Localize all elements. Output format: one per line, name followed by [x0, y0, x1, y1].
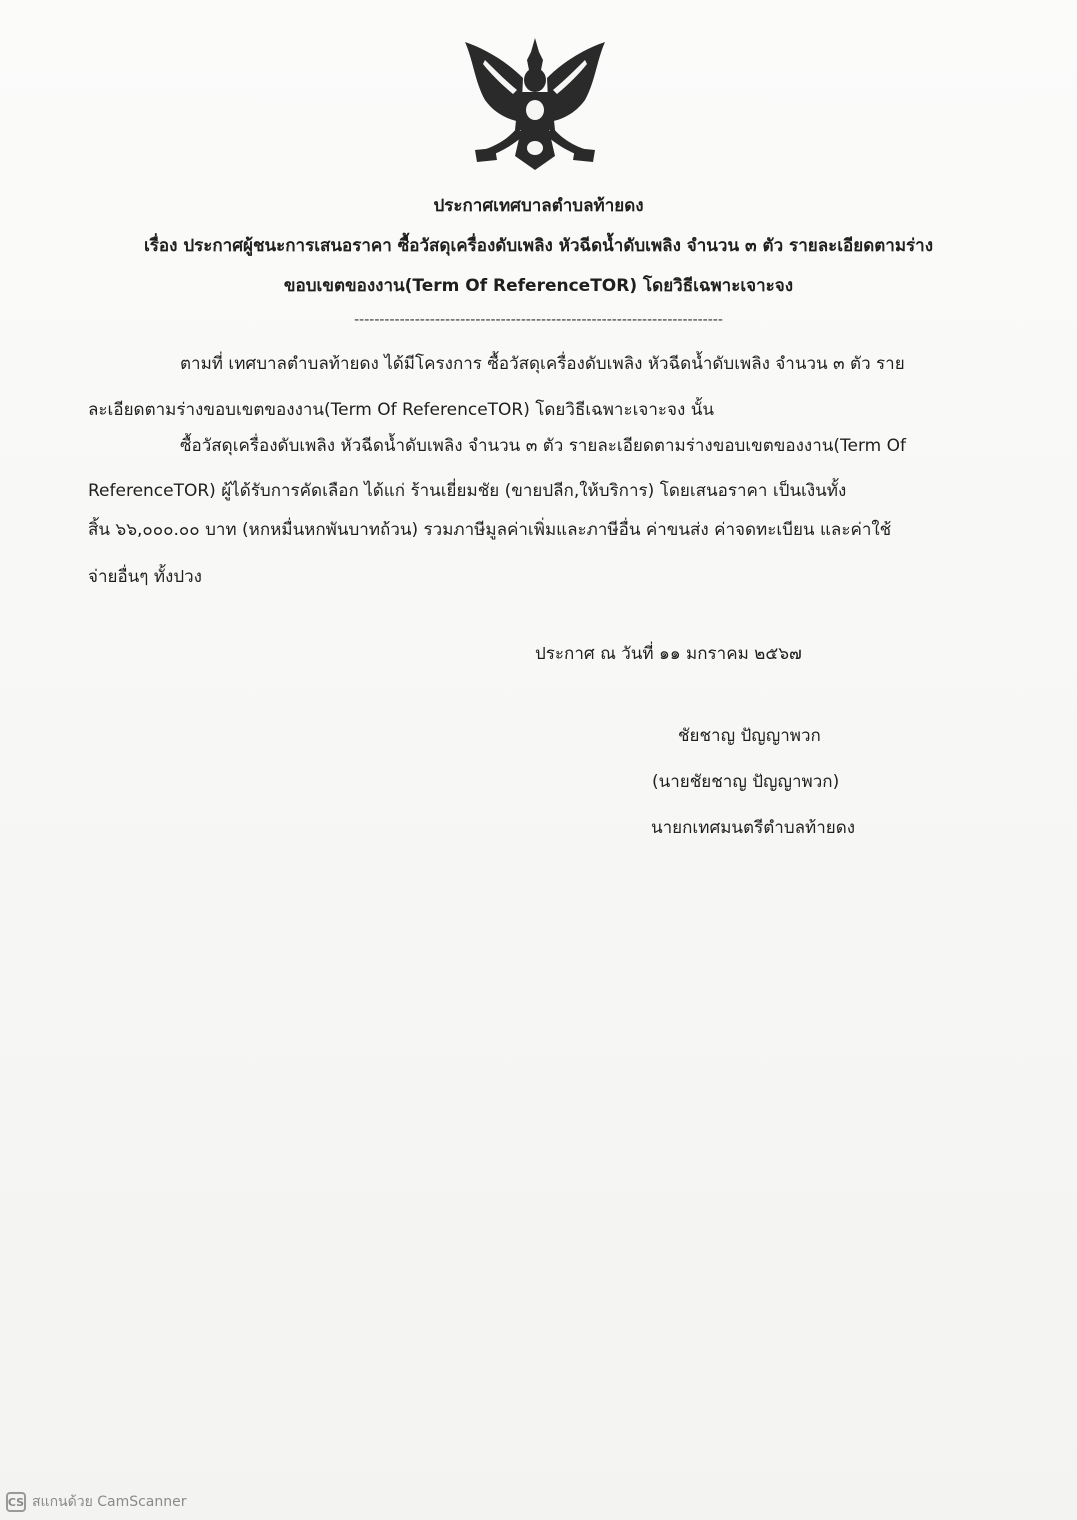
- camscanner-logo-icon: CS: [6, 1492, 26, 1512]
- document-title: ประกาศเทศบาลตำบลท้ายดง: [433, 196, 644, 216]
- signature-position: นายกเทศมนตรีตำบลท้ายดง: [651, 818, 856, 838]
- signature-name: ชัยชาญ ปัญญาพวก: [678, 726, 821, 746]
- signature-full-name: (นายชัยชาญ ปัญญาพวก): [652, 772, 840, 792]
- subject-line-2: ขอบเขตของงาน(Term Of ReferenceTOR) โดยวิธีเฉพาะเจาะจง: [283, 276, 794, 296]
- body-line-1: ตามที่ เทศบาลตำบลท้ายดง ได้มีโครงการ ซื้อวัสดุเครื่องดับเพลิง หัวฉีดน้ำดับเพลิง จำนวน ๓ ตัว ราย: [180, 354, 905, 374]
- body-line-3: ซื้อวัสดุเครื่องดับเพลิง หัวฉีดน้ำดับเพลิง จำนวน ๓ ตัว รายละเอียดตามร่างขอบเขตของงาน(Term Of: [180, 436, 907, 456]
- divider-line: -------------------------------------------------------------------------: [354, 312, 723, 328]
- body-line-6: จ่ายอื่นๆ ทั้งปวง: [88, 567, 202, 587]
- camscanner-watermark: [6, 1491, 187, 1513]
- garuda-emblem-icon: [455, 30, 615, 180]
- body-line-4: ReferenceTOR) ผู้ได้รับการคัดเลือก ได้แก่ ร้านเยี่ยมชัย (ขายปลีก,ให้บริการ) โดยเสนอราคา เป็นเงินทั้ง: [88, 481, 847, 501]
- body-line-2: ละเอียดตามร่างขอบเขตของงาน(Term Of ReferenceTOR) โดยวิธีเฉพาะเจาะจง นั้น: [88, 400, 714, 420]
- watermark-text: สแกนด้วย CamScanner: [32, 1494, 187, 1510]
- subject-line-1: เรื่อง ประกาศผู้ชนะการเสนอราคา ซื้อวัสดุเครื่องดับเพลิง หัวฉีดน้ำดับเพลิง จำนวน ๓ ตัว รายละเอียดตามร่าง: [143, 236, 934, 256]
- announcement-date: ประกาศ ณ วันที่ ๑๑ มกราคม ๒๕๖๗: [535, 644, 802, 664]
- body-line-5: สิ้น ๖๖,๐๐๐.๐๐ บาท (หกหมื่นหกพันบาทถ้วน) รวมภาษีมูลค่าเพิ่มและภาษีอื่น ค่าขนส่ง ค่าจดทะเบียน และค่าใช้: [88, 520, 892, 540]
